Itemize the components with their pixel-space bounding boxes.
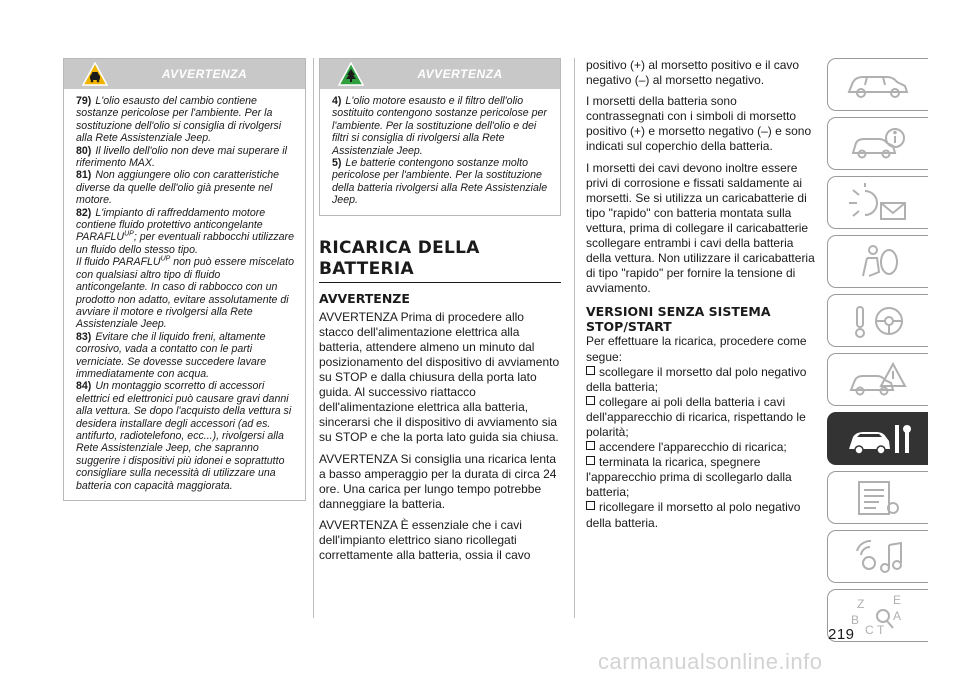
list-item: terminata la ricarica, spegnere l'apparecchio prima di scollegarlo dalla batteria; xyxy=(586,455,792,500)
paragraph: Per effettuare la ricarica, procedere come segue: xyxy=(586,334,807,364)
warning-box-body xyxy=(64,89,305,500)
paragraph: I morsetti dei cavi devono inoltre essere privi di corrosione e fissati saldamente ai morsetti. Se si utilizza un caricabatterie di tipo "rapido" con batteria montata sulla vettura, prima di collegare il caricabatterie scollegare entrambi i cavi della batteria della vettura. Non utilizzare il caricabatteria di tipo "rapido" per fornire la tensione di avviamento. xyxy=(586,160,815,296)
multimedia-icon xyxy=(843,537,913,577)
paragraph: AVVERTENZA Prima di procedere allo stacco dell'alimentazione elettrica alla batteria, attendere almeno un minuto dal posizionamento del dispositivo di avviamento su STOP e dalla chiusura della porta lato guida. Al successivo riattacco dell'alimentazione elettrica alla batteria, sincerarsi che il dispositivo di avviamento sia su STOP e che la porta lato guida sia chiusa. xyxy=(319,309,560,445)
warning-item: 80) Il livello dell'olio non deve mai superare il riferimento MAX. xyxy=(76,144,287,170)
paragraph: I morsetti della batteria sono contrassegnati con i simboli di morsetto positivo (+) e morsetto negativo (–) e sono indicati sul coperchio della batteria. xyxy=(586,94,812,154)
middle-column xyxy=(319,58,561,563)
column-divider xyxy=(313,58,314,618)
svg-text:E: E xyxy=(893,593,902,607)
warning-box-header xyxy=(64,59,305,89)
subsection-title: VERSIONI SENZA SISTEMA STOP/START xyxy=(586,304,771,335)
lights-icon xyxy=(843,183,913,223)
svg-text:C: C xyxy=(865,622,874,637)
list-item: scollegare il morsetto dal polo negativo della batteria; xyxy=(586,364,807,394)
svg-text:B: B xyxy=(851,612,860,627)
dashboard-info-icon xyxy=(843,125,913,163)
maintenance-icon xyxy=(843,419,913,459)
paragraph: AVVERTENZA Si consiglia una ricarica lenta a basso amperaggio per la durata di circa 24 ore. Una carica per lungo tempo potrebbe danneggiare la batteria. xyxy=(319,451,557,511)
safety-airbag-icon xyxy=(843,242,913,282)
tab-dashboard-info[interactable] xyxy=(827,117,928,170)
tab-multimedia[interactable] xyxy=(827,530,928,583)
warning-box-title: AVVERTENZA xyxy=(161,67,248,81)
bullet-square-icon xyxy=(586,441,595,450)
svg-text:T: T xyxy=(877,622,885,637)
column-divider xyxy=(574,58,575,618)
tab-emergency[interactable] xyxy=(827,353,928,406)
bullet-square-icon xyxy=(586,366,595,375)
page-number: 219 xyxy=(828,626,855,643)
warning-item: 4) L'olio motore esausto e il filtro dell'olio sostituito contengono sostanze pericolose per l'ambiente. Per la sostituzione dell'olio e dei filtri si consiglia di rivolgersi alla Rete Assistenziale Jeep. xyxy=(332,95,547,157)
svg-text:A: A xyxy=(893,608,902,623)
technical-data-icon xyxy=(843,478,913,518)
section-subtitle: AVVERTENZE xyxy=(319,290,410,306)
bullet-square-icon xyxy=(586,456,595,465)
bullet-square-icon xyxy=(586,396,595,405)
car-overview-icon xyxy=(843,68,913,102)
section-title: RICARICA DELLA BATTERIA xyxy=(319,238,561,283)
paragraph: positivo (+) al morsetto positivo e il cavo negativo (–) al morsetto negativo. xyxy=(586,58,800,88)
list-item: ricollegare il morsetto al polo negativo della batteria. xyxy=(586,500,801,530)
right-column xyxy=(586,58,818,531)
watermark: carmanualsonline.info xyxy=(598,649,823,674)
tab-car-overview[interactable] xyxy=(827,58,928,111)
warning-item: 82) L'impianto di raffreddamento motore contiene fluido protettivo anticongelante $PARAFLU^{UP}$; per eventuali rabbocchi utilizzare un fluido dello stesso tipo. Il fluido $PARAFLU^{UP}$ non può essere miscelato con qualsiasi altro tipo di fluido anticongelante. In caso di rabbocco con un prodotto non adatto, evitare assolutamente di avviare il motore e rivolgersi alla Rete Assistenziale Jeep. xyxy=(76,206,294,331)
warning-car-icon xyxy=(82,62,108,91)
warning-box-title: AVVERTENZA xyxy=(417,67,503,81)
tab-lights[interactable] xyxy=(827,176,928,229)
warning-item: 5) Le batterie contengono sostanze molto pericolose per l'ambiente. Per la sostituzione della batteria rivolgersi alla Rete Assistenziale Jeep. xyxy=(332,157,548,207)
warning-box-left xyxy=(63,58,306,501)
warning-box-environment xyxy=(319,58,561,216)
tab-starting-driving[interactable] xyxy=(827,294,928,347)
tab-technical-data[interactable] xyxy=(827,471,928,524)
list-item: accendere l'apparecchio di ricarica; xyxy=(586,440,818,455)
list-item: collegare ai poli della batteria i cavi dell'apparecchio di ricarica, rispettando le polarità; xyxy=(586,394,806,439)
environment-tree-icon xyxy=(338,62,364,91)
bullet-square-icon xyxy=(586,501,595,510)
warning-item: 83) Evitare che il liquido freni, altamente corrosivo, vada a contatto con le parti verniciate. Se dovesse succedere lavare immediatamente con acqua. xyxy=(76,330,267,380)
paragraph: AVVERTENZA È essenziale che i cavi dell'impianto elettrico siano ricollegati correttamente alla batteria, ossia il cavo xyxy=(319,517,531,563)
svg-text:Z: Z xyxy=(857,596,865,611)
warning-item: 79) L'olio esausto del cambio contiene sostanze pericolose per l'ambiente. Per la sostituzione dell'olio si consiglia di rivolgersi alla Rete Assistenziale Jeep. xyxy=(76,95,282,145)
starting-driving-icon xyxy=(843,301,913,341)
warning-item: 84) Un montaggio scorretto di accessori elettrici ed elettronici può causare gravi danni alla vettura. Se dopo l'acquisto della vettura si desidera installare degli accessori (ad es. antifurto, radiotelefono, ecc...), rivolgersi alla Rete Assistenziale Jeep, che sapranno suggerire i dispositivi più idonei e soprattutto consigliare sulla necessità di utilizzare una batteria con capacità maggiorata. xyxy=(76,380,292,492)
tab-maintenance-active[interactable] xyxy=(827,412,928,465)
warning-box-header xyxy=(320,59,560,89)
warning-box-body xyxy=(320,89,560,215)
emergency-icon xyxy=(843,360,913,400)
tab-safety[interactable] xyxy=(827,235,928,288)
warning-item: 81) Non aggiungere olio con caratteristiche diverse da quelle dell'olio già presente nel motore. xyxy=(76,169,280,207)
